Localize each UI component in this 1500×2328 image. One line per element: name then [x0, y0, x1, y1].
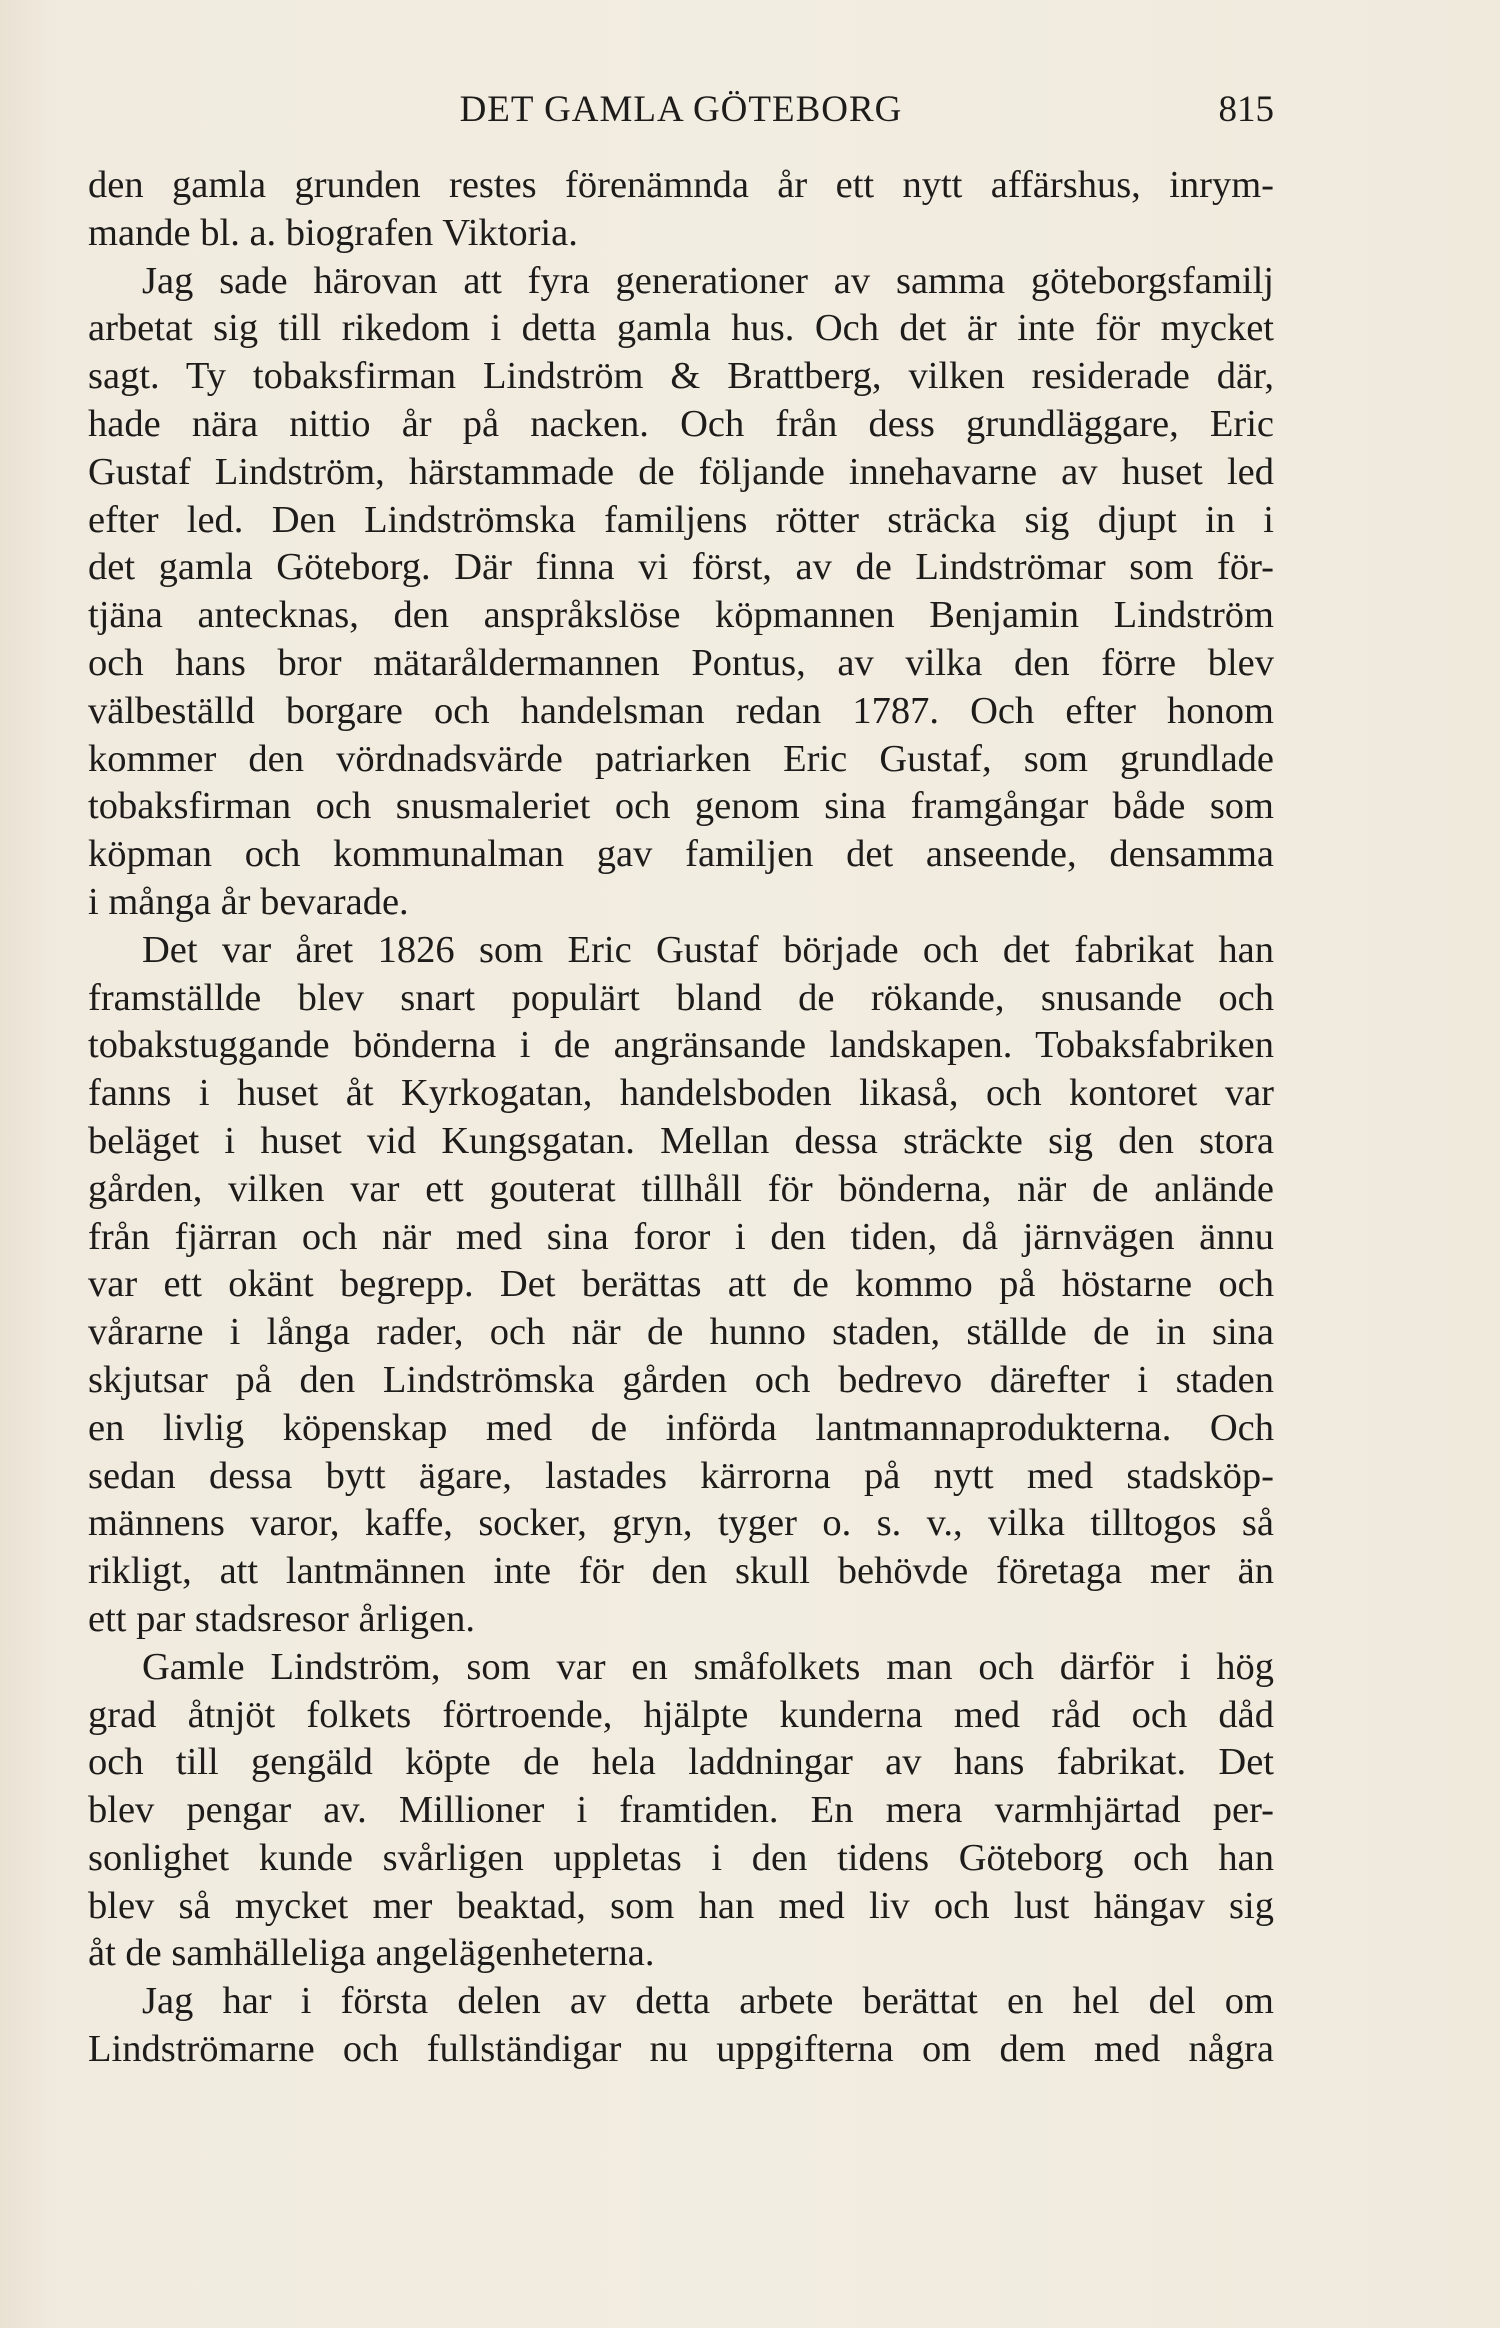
text-line: Gustaf Lindström, härstammade de följande innehavarne av huset led [88, 450, 1274, 493]
text-line: Lindströmarne och fullständigar nu uppgifterna om dem med några [88, 2028, 1274, 2071]
text-line: Gamle Lindström, som var en småfolkets man och därför i hög [142, 1645, 1274, 1688]
text-line: sagt. Ty tobaksfirman Lindström & Brattberg, vilken residerade där, [88, 355, 1274, 398]
text-line: Det var året 1826 som Eric Gustaf började och det fabrikat han [142, 928, 1274, 971]
text-line: sedan dessa bytt ägare, lastades kärrorna på nytt med stadsköp- [88, 1454, 1274, 1497]
text-line: vårarne i långa rader, och när de hunno staden, ställde de in sina [88, 1311, 1274, 1354]
text-line: tjäna antecknas, den anspråkslöse köpmannen Benjamin Lindström [88, 594, 1274, 637]
paragraph [88, 1644, 1274, 1979]
text-line: gården, vilken var ett gouterat tillhåll för bönderna, när de anlände [88, 1167, 1274, 1210]
text-line: sonlighet kunde svårligen uppletas i den tidens Göteborg och han [88, 1836, 1274, 1879]
text-line: tobakstuggande bönderna i de angränsande landskapen. Tobaksfabriken [88, 1024, 1274, 1067]
body-text [88, 162, 1274, 2074]
text-line: välbeställd borgare och handelsman redan 1787. Och efter honom [88, 689, 1274, 732]
text-line: ett par stadsresor årligen. [88, 1597, 475, 1640]
text-line: köpman och kommunalman gav familjen det anseende, densamma [88, 833, 1274, 876]
text-line: och till gengäld köpte de hela laddningar av hans fabrikat. Det [88, 1741, 1274, 1784]
paragraph [88, 927, 1274, 1644]
text-line: från fjärran och när med sina foror i den tiden, då järnvägen ännu [88, 1215, 1274, 1258]
text-line: och hans bror mätaråldermannen Pontus, av vilka den förre blev [88, 641, 1274, 684]
text-line: beläget i huset vid Kungsgatan. Mellan dessa sträckte sig den stora [88, 1119, 1274, 1162]
text-line: hade nära nittio år på nacken. Och från dess grundläggare, Eric [88, 402, 1274, 445]
text-line: mande bl. a. biografen Viktoria. [88, 211, 578, 254]
text-line: kommer den vördnadsvärde patriarken Eric Gustaf, som grundlade [88, 737, 1274, 780]
text-line: Jag sade härovan att fyra generationer av samma göteborgsfamilj [142, 259, 1274, 302]
paragraph [88, 258, 1274, 927]
text-line: tobaksfirman och snusmaleriet och genom sina framgångar både som [88, 785, 1274, 828]
text-line: en livlig köpenskap med de införda lantmannaprodukterna. Och [88, 1406, 1274, 1449]
running-title: DET GAMLA GÖTEBORG [459, 89, 903, 130]
text-line: blev så mycket mer beaktad, som han med liv och lust hängav sig [88, 1884, 1274, 1927]
text-line: framställde blev snart populärt bland de rökande, snusande och [88, 976, 1274, 1019]
text-line: Jag har i första delen av detta arbete berättat en hel del om [142, 1980, 1274, 2023]
text-line: fanns i huset åt Kyrkogatan, handelsboden likaså, och kontoret var [88, 1072, 1274, 1115]
text-line: efter led. Den Lindströmska familjens rötter sträcka sig djupt in i [88, 498, 1274, 541]
text-line: var ett okänt begrepp. Det berättas att de kommo på höstarne och [88, 1263, 1274, 1306]
text-line: skjutsar på den Lindströmska gården och bedrevo därefter i staden [88, 1358, 1274, 1401]
text-line: arbetat sig till rikedom i detta gamla hus. Och det är inte för mycket [88, 307, 1274, 350]
page-number: 815 [1218, 89, 1274, 130]
text-line: rikligt, att lantmännen inte för den skull behövde företaga mer än [88, 1550, 1274, 1593]
text-line: åt de samhälleliga angelägenheterna. [88, 1932, 655, 1975]
page-header [88, 80, 1274, 140]
text-line: männens varor, kaffe, socker, gryn, tyger o. s. v., vilka tilltogos så [88, 1502, 1274, 1545]
text-line: i många år bevarade. [88, 880, 409, 923]
paragraph [88, 162, 1274, 258]
text-line: blev pengar av. Millioner i framtiden. En mera varmhjärtad per- [88, 1789, 1274, 1832]
text-line: det gamla Göteborg. Där finna vi först, av de Lindströmar som för- [88, 546, 1274, 589]
text-line: den gamla grunden restes förenämnda år ett nytt affärshus, inrym- [88, 164, 1274, 206]
paragraph [88, 1978, 1274, 2074]
text-line: grad åtnjöt folkets förtroende, hjälpte kunderna med råd och dåd [88, 1693, 1274, 1736]
